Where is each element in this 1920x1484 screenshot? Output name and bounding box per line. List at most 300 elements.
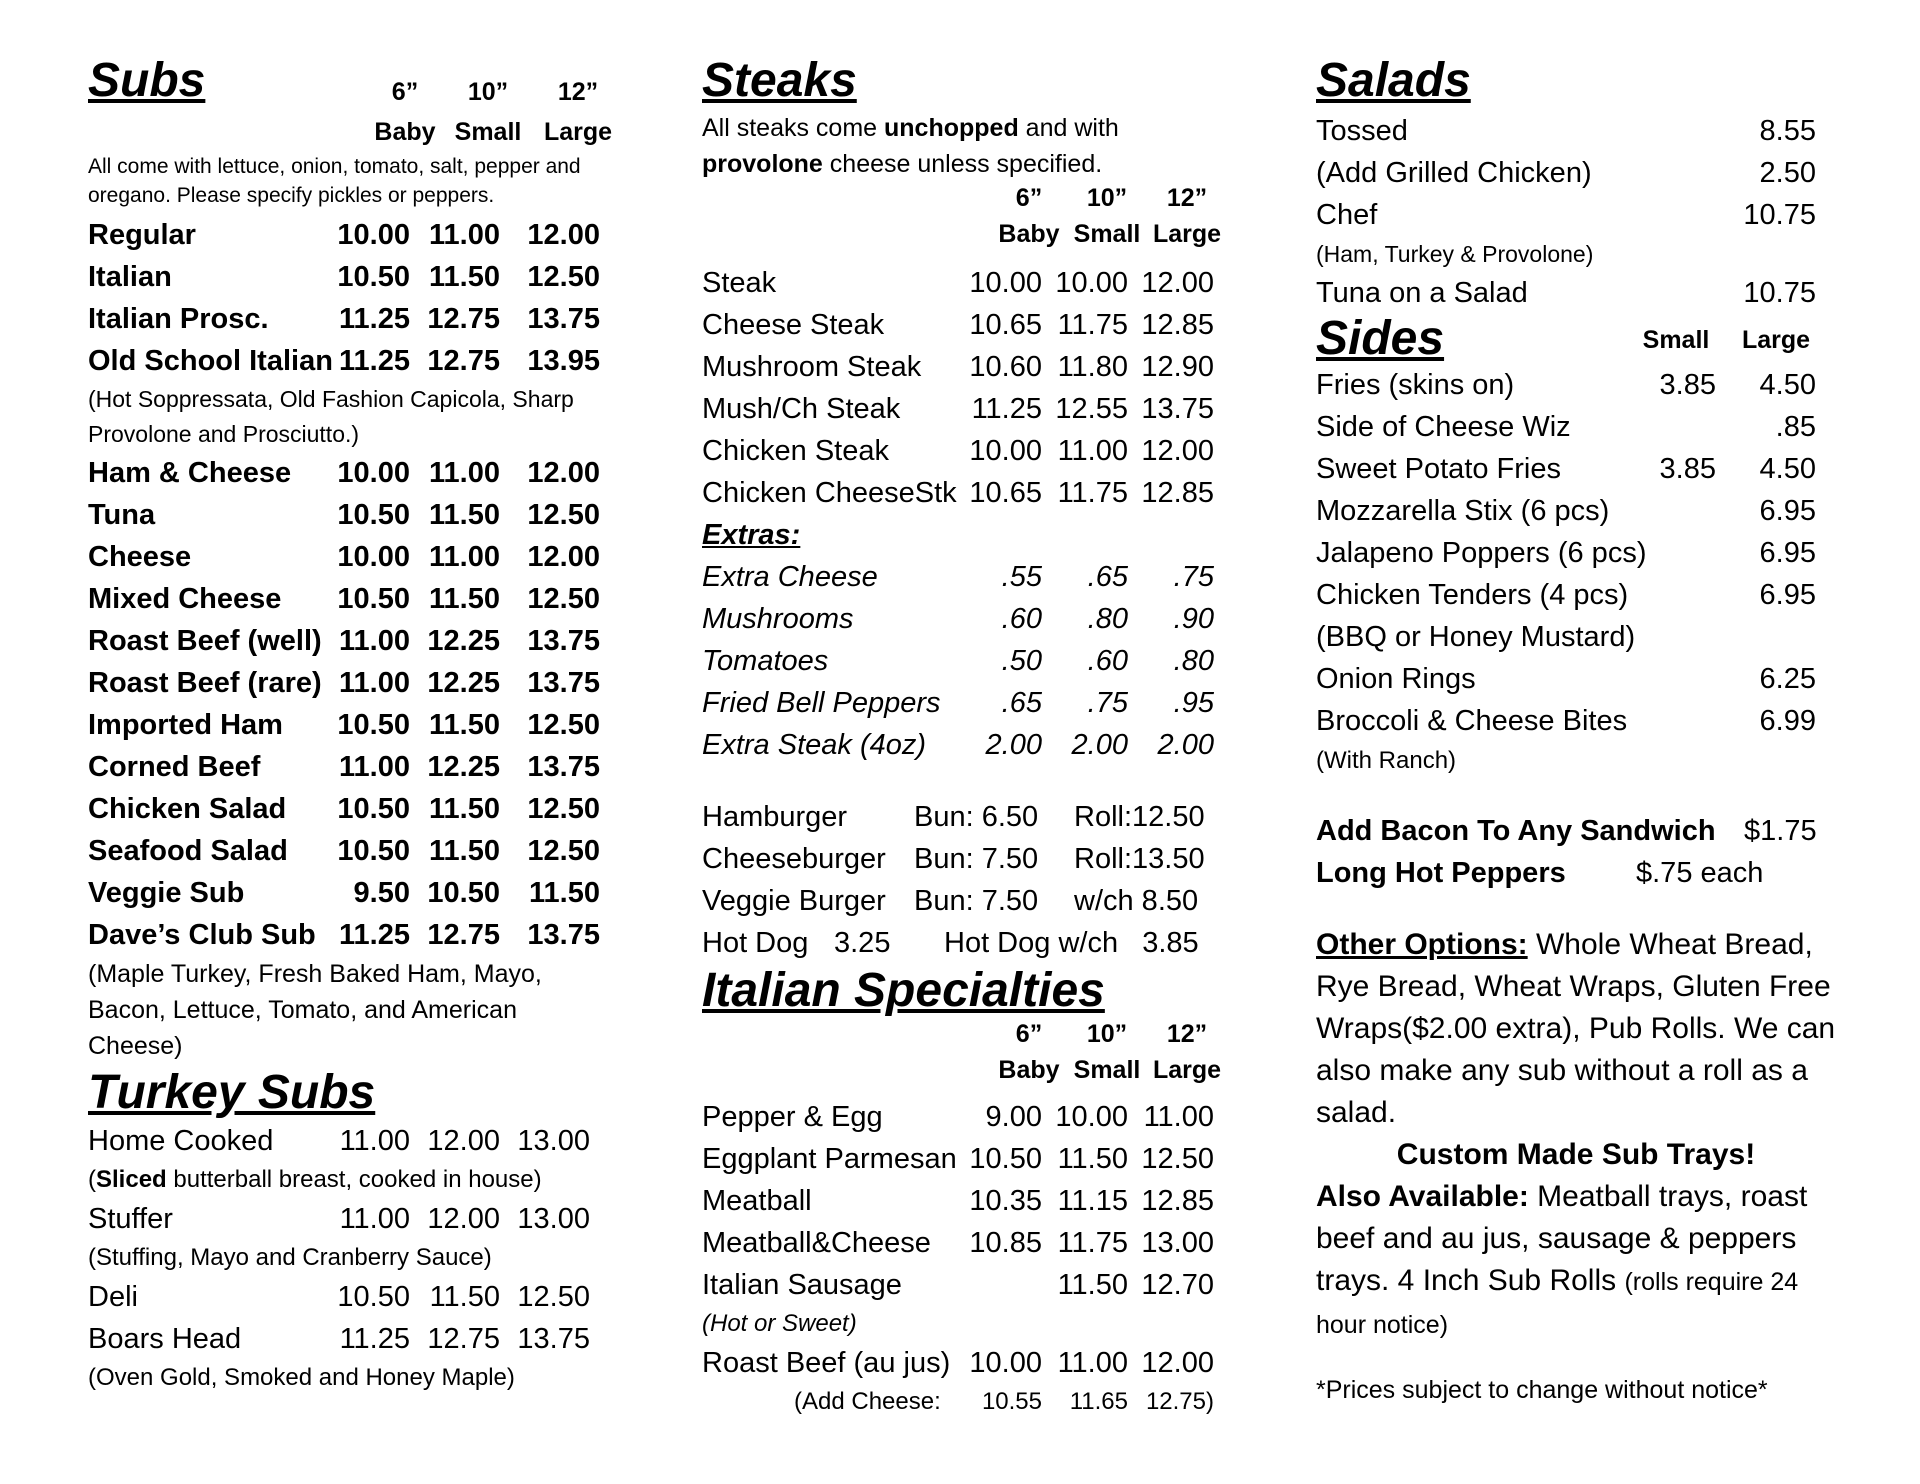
item-price: 11.50: [429, 1281, 500, 1314]
item-price: 11.00: [1057, 435, 1128, 467]
item-name: Chef: [1316, 199, 1378, 231]
subs-size-small: Small: [454, 118, 522, 146]
subs-note: All come with lettuce, onion, tomato, salt, pepper and oregano. Please specify pickles or peppers.: [88, 155, 581, 207]
item-price: 10.00: [1055, 1101, 1128, 1134]
item-price: 10.50: [337, 793, 410, 825]
item-name: Home Cooked: [88, 1125, 274, 1158]
burgers-list: [702, 796, 1262, 964]
item-price: 12.00: [1141, 267, 1214, 299]
item-price: 10.50: [337, 261, 410, 293]
sub-item-row: [88, 452, 648, 494]
steaks-note: [702, 110, 1262, 182]
item-name: Corned Beef: [88, 751, 261, 783]
item-price-bun: Bun: 7.50: [914, 885, 1039, 917]
turkey-item-row: [88, 1120, 648, 1162]
item-name: Tuna: [88, 499, 156, 531]
italian-size-small: Small: [1073, 1056, 1141, 1085]
item-name: (BBQ or Honey Mustard): [1316, 621, 1636, 653]
item-name: Cheeseburger: [702, 843, 886, 875]
item-name: Pepper & Egg: [702, 1101, 883, 1134]
italian-sausage-note: (Hot or Sweet): [702, 1310, 857, 1338]
item-price: 10.50: [337, 1281, 410, 1314]
italian-list: [702, 1096, 1262, 1420]
item-name: Hamburger: [702, 801, 848, 833]
sub-item-row: [88, 830, 648, 872]
add-cheese-price: 10.55: [981, 1388, 1042, 1416]
item-price: 12.00: [527, 457, 600, 489]
steak-item-row: [702, 388, 1262, 430]
item-price: 12.75: [427, 919, 500, 951]
sub-item-row: [88, 536, 648, 578]
item-price: 11.50: [429, 261, 500, 293]
item-price: 11.00: [1143, 1101, 1214, 1134]
item-price: 11.00: [339, 667, 410, 699]
item-price: 12.75: [427, 303, 500, 335]
also-available-small: (rolls require 24 hour notice): [1316, 1268, 1799, 1339]
item-price: 10.50: [337, 583, 410, 615]
item-price: 12.85: [1141, 477, 1214, 509]
side-item-row: [1316, 616, 1836, 658]
italian-title: Italian Specialties: [702, 964, 1105, 1017]
item-name: Fries (skins on): [1316, 369, 1515, 401]
broccoli-note: (With Ranch): [1316, 747, 1457, 774]
item-price: 2.50: [1759, 157, 1816, 189]
item-name: Meatball&Cheese: [702, 1227, 931, 1260]
item-price: .90: [1173, 603, 1214, 635]
item-price-bun: 3.25: [834, 927, 891, 959]
item-price: 12.00: [1141, 435, 1214, 467]
item-price: 10.50: [969, 1143, 1042, 1176]
column-steaks: [702, 56, 1262, 1420]
item-price: 2.00: [1157, 729, 1214, 761]
sub-item-row: [88, 340, 648, 382]
item-price: 6.95: [1759, 495, 1816, 527]
side-item-row: [1316, 700, 1836, 742]
item-name: Boars Head: [88, 1323, 242, 1356]
item-price: 12.50: [527, 499, 600, 531]
item-price: 10.65: [969, 309, 1042, 341]
item-price: 10.00: [337, 457, 410, 489]
item-name: Ham & Cheese: [88, 457, 292, 489]
item-price: 13.75: [527, 919, 600, 951]
steaks-note-b: unchopped: [884, 114, 1019, 142]
item-price: .60: [1087, 645, 1128, 677]
column-salads-sides: [1316, 56, 1836, 1405]
addon-row: [1316, 852, 1836, 894]
item-name: Roast Beef (well): [88, 625, 322, 657]
item-price: 11.75: [1057, 477, 1128, 509]
item-price: 11.00: [429, 457, 500, 489]
item-name: Tuna on a Salad: [1316, 277, 1528, 309]
item-price: 11.50: [429, 793, 500, 825]
item-price: 11.50: [1057, 1143, 1128, 1176]
item-price: 11.00: [339, 751, 410, 783]
add-cheese-row: [702, 1384, 1262, 1420]
home-note-open: (: [88, 1166, 96, 1194]
item-price: 12.00: [527, 219, 600, 251]
sub-item-row: [88, 662, 648, 704]
item-name: Chicken CheeseStk: [702, 477, 957, 509]
sub-item-row: [88, 746, 648, 788]
italian-item-row: [702, 1180, 1262, 1222]
item-price: 13.75: [527, 625, 600, 657]
turkey-item-row: [88, 1318, 648, 1360]
item-name: Italian Sausage: [702, 1269, 902, 1302]
item-name: Hot Dog: [702, 927, 809, 959]
item-price: 12.50: [527, 793, 600, 825]
item-price: 11.25: [971, 393, 1042, 425]
italian-size-10: 10”: [1086, 1020, 1128, 1049]
turkey-list: [88, 1120, 648, 1396]
steaks-size-12: 12”: [1166, 184, 1208, 212]
sides-title: Sides: [1316, 312, 1445, 365]
item-price: 11.00: [339, 1125, 410, 1158]
addon-price: $1.75: [1744, 815, 1817, 847]
steaks-note-c: and with: [1018, 114, 1119, 142]
item-price: .75: [1173, 561, 1214, 593]
item-price: .80: [1173, 645, 1214, 677]
salads-list: [1316, 110, 1836, 314]
item-price: 3.85: [1659, 369, 1716, 401]
item-price: 11.00: [339, 1203, 410, 1236]
item-price: 10.00: [969, 267, 1042, 299]
steaks-size-10: 10”: [1086, 184, 1128, 212]
item-price: 11.50: [1057, 1269, 1128, 1302]
subs-title: Subs: [88, 54, 206, 107]
sides-size-small: Small: [1642, 326, 1710, 354]
other-options-label: Other Options:: [1316, 928, 1528, 961]
item-name: Side of Cheese Wiz: [1316, 411, 1571, 443]
italian-item-row: [702, 1264, 1262, 1306]
item-price: 10.60: [969, 351, 1042, 383]
italian-item-row: [702, 1138, 1262, 1180]
item-price: 12.50: [527, 709, 600, 741]
salad-item-row: [1316, 152, 1836, 194]
item-name: Sweet Potato Fries: [1316, 453, 1561, 485]
item-name: Mozzarella Stix (6 pcs): [1316, 495, 1610, 527]
item-price: 13.75: [517, 1323, 590, 1356]
extras-title: Extras:: [702, 519, 801, 551]
extra-item-row: [702, 682, 1262, 724]
item-price: 12.75: [427, 1323, 500, 1356]
item-name: Roast Beef (rare): [88, 667, 322, 699]
item-name: Dave’s Club Sub: [88, 919, 316, 951]
steaks-note-e: cheese unless specified.: [822, 150, 1103, 178]
item-name: Extra Cheese: [702, 561, 878, 593]
item-price: 13.75: [1141, 393, 1214, 425]
burger-item-row: [702, 796, 1262, 838]
item-price: .80: [1087, 603, 1128, 635]
sides-size-large: Large: [1741, 326, 1811, 354]
salad-item-row: [1316, 110, 1836, 152]
item-name: Tossed: [1316, 115, 1408, 147]
item-price: .65: [1087, 561, 1128, 593]
item-price-bun: Bun: 7.50: [914, 843, 1039, 875]
item-price: 12.25: [427, 625, 500, 657]
daves-club-note: (Maple Turkey, Fresh Baked Ham, Mayo, Bacon, Lettuce, Tomato, and American Cheese): [88, 960, 542, 1060]
steaks-list: [702, 262, 1262, 514]
item-price: 4.50: [1759, 369, 1816, 401]
also-available-text: Meatball trays, roast beef and au jus, sausage & peppers trays. 4 Inch Sub Rolls: [1316, 1180, 1808, 1297]
item-name: Fried Bell Peppers: [702, 687, 941, 719]
old-school-note: (Hot Soppressata, Old Fashion Capicola, Sharp Provolone and Prosciutto.): [88, 386, 574, 447]
italian-size-large: Large: [1152, 1056, 1222, 1085]
sub-item-row: [88, 494, 648, 536]
steaks-note-d: provolone: [702, 150, 823, 178]
salad-item-row: [1316, 272, 1836, 314]
item-price: 10.35: [969, 1185, 1042, 1218]
item-price: 11.50: [529, 877, 600, 909]
item-price-roll: Roll:12.50: [1074, 801, 1205, 833]
item-name: Broccoli & Cheese Bites: [1316, 705, 1628, 737]
item-price: 11.25: [339, 919, 410, 951]
addon-name: Add Bacon To Any Sandwich: [1316, 815, 1716, 847]
item-name: (Add Grilled Chicken): [1316, 157, 1592, 189]
item-price: 6.95: [1759, 537, 1816, 569]
turkey-item-row: [88, 1276, 648, 1318]
item-name: Deli: [88, 1281, 138, 1314]
add-cheese-label: (Add Cheese:: [794, 1388, 941, 1416]
side-item-row: [1316, 532, 1836, 574]
item-price: 12.55: [1055, 393, 1128, 425]
burger-item-row: [702, 880, 1262, 922]
item-name: Seafood Salad: [88, 835, 288, 867]
subs-size-6: 6”: [391, 78, 419, 106]
item-price: 10.75: [1743, 199, 1816, 231]
burger-item-row: [702, 922, 1262, 964]
addons-list: [1316, 810, 1836, 894]
item-price: 12.50: [1141, 1143, 1214, 1176]
item-price: 11.80: [1057, 351, 1128, 383]
item-price: 10.50: [337, 835, 410, 867]
italian-item-row: [702, 1096, 1262, 1138]
stuffer-note: (Stuffing, Mayo and Cranberry Sauce): [88, 1244, 492, 1272]
item-name: Chicken Salad: [88, 793, 287, 825]
chef-salad-note: (Ham, Turkey & Provolone): [1316, 241, 1594, 267]
item-name: Mixed Cheese: [88, 583, 282, 615]
turkey-title: Turkey Subs: [88, 1066, 376, 1119]
boars-head-note: (Oven Gold, Smoked and Honey Maple): [88, 1364, 515, 1392]
side-item-row: [1316, 406, 1836, 448]
item-price: 12.70: [1141, 1269, 1214, 1302]
steak-item-row: [702, 304, 1262, 346]
item-price: .95: [1173, 687, 1214, 719]
item-price: 4.50: [1759, 453, 1816, 485]
steaks-note-a: All steaks come: [702, 114, 885, 142]
item-price: 3.85: [1659, 453, 1716, 485]
addon-name: Long Hot Peppers: [1316, 857, 1566, 889]
extra-item-row: [702, 724, 1262, 766]
item-price: 10.00: [337, 219, 410, 251]
addon-price: $.75 each: [1636, 857, 1764, 889]
extra-item-row: [702, 640, 1262, 682]
item-name: Extra Steak (4oz): [702, 729, 927, 761]
item-name: Chicken Tenders (4 pcs): [1316, 579, 1629, 611]
item-name: Cheese: [88, 541, 192, 573]
item-price: 11.75: [1057, 1227, 1128, 1260]
steaks-size-baby: Baby: [998, 220, 1060, 248]
item-price: 11.75: [1057, 309, 1128, 341]
subs-size-10: 10”: [467, 78, 509, 106]
add-cheese-price: 11.65: [1069, 1388, 1128, 1416]
side-item-row: [1316, 658, 1836, 700]
item-price: .60: [1001, 603, 1042, 635]
salad-item-row: [1316, 194, 1836, 236]
item-price: 12.25: [427, 667, 500, 699]
item-price: 11.25: [339, 345, 410, 377]
item-price: 13.00: [517, 1203, 590, 1236]
disclaimer: *Prices subject to change without notice*: [1316, 1376, 1768, 1404]
also-available: [1316, 1176, 1836, 1346]
item-price: 10.50: [337, 499, 410, 531]
extras-title-row: [702, 514, 1262, 556]
item-price: .85: [1775, 411, 1816, 443]
item-price: 12.50: [527, 835, 600, 867]
other-options-text: Whole Wheat Bread, Rye Bread, Wheat Wraps, Gluten Free Wraps($2.00 extra), Pub Rolls. We can also make any sub without a roll as a salad.: [1316, 928, 1836, 1129]
sub-item-row: [88, 914, 648, 956]
sub-item-row: [88, 704, 648, 746]
item-name: Imported Ham: [88, 709, 283, 741]
item-price: 12.00: [1141, 1347, 1214, 1380]
item-price: 11.50: [429, 835, 500, 867]
steak-item-row: [702, 262, 1262, 304]
item-price: 13.95: [527, 345, 600, 377]
item-price: 2.00: [985, 729, 1042, 761]
item-price: 12.85: [1141, 1185, 1214, 1218]
italian-size-12: 12”: [1166, 1020, 1208, 1049]
item-name: Stuffer: [88, 1203, 173, 1236]
item-price: 13.00: [1141, 1227, 1214, 1260]
item-price-roll: Roll:13.50: [1074, 843, 1205, 875]
item-price: 11.00: [429, 541, 500, 573]
steaks-title: Steaks: [702, 54, 857, 107]
italian-item-row: [702, 1342, 1262, 1384]
item-price: 10.85: [969, 1227, 1042, 1260]
side-item-row: [1316, 490, 1836, 532]
item-price: 13.75: [527, 303, 600, 335]
item-price: .55: [1001, 561, 1042, 593]
item-name: Roast Beef (au jus): [702, 1347, 951, 1380]
item-price: 11.00: [1057, 1347, 1128, 1380]
steaks-size-large: Large: [1152, 220, 1222, 248]
item-price: 12.00: [427, 1125, 500, 1158]
subs-size-large: Large: [543, 118, 613, 146]
subs-list: [88, 214, 648, 1064]
item-price: 9.00: [985, 1101, 1042, 1134]
item-price-bun: Bun: 6.50: [914, 801, 1039, 833]
side-item-row: [1316, 364, 1836, 406]
italian-size-header: [702, 1016, 1262, 1096]
salads-title: Salads: [1316, 54, 1471, 107]
item-name: Mush/Ch Steak: [702, 393, 901, 425]
extra-item-row: [702, 598, 1262, 640]
extras-list: [702, 556, 1262, 766]
subs-size-12: 12”: [557, 78, 599, 106]
steaks-size-header: [702, 182, 1262, 262]
italian-size-6: 6”: [1015, 1020, 1043, 1049]
item-price: 12.25: [427, 751, 500, 783]
subs-size-names: [88, 112, 648, 152]
item-price: 11.25: [339, 1323, 410, 1356]
addon-row: [1316, 810, 1836, 852]
sub-item-row: [88, 256, 648, 298]
item-price: 13.75: [527, 751, 600, 783]
item-name: Meatball: [702, 1185, 812, 1218]
sub-item-row: [88, 578, 648, 620]
steaks-size-6: 6”: [1015, 184, 1043, 212]
item-price: 9.50: [353, 877, 410, 909]
item-name: Mushroom Steak: [702, 351, 922, 383]
sub-item-row: [88, 620, 648, 662]
item-price: 10.00: [969, 1347, 1042, 1380]
sub-item-row: [88, 788, 648, 830]
item-price: 11.00: [339, 625, 410, 657]
item-name: Regular: [88, 219, 196, 251]
column-subs: [88, 56, 648, 1396]
steaks-size-small: Small: [1073, 220, 1141, 248]
item-name: Tomatoes: [702, 645, 829, 677]
item-name: Chicken Steak: [702, 435, 889, 467]
item-price-roll: w/ch 8.50: [1074, 885, 1199, 917]
item-price: .50: [1001, 645, 1042, 677]
subs-size-baby: Baby: [374, 118, 436, 146]
item-price: 12.85: [1141, 309, 1214, 341]
italian-size-baby: Baby: [998, 1056, 1060, 1085]
item-price: 12.50: [517, 1281, 590, 1314]
trays-title: Custom Made Sub Trays!: [1396, 1138, 1756, 1171]
item-name: Veggie Sub: [88, 877, 245, 909]
steak-item-row: [702, 430, 1262, 472]
item-price: 10.00: [1055, 267, 1128, 299]
side-item-row: [1316, 574, 1836, 616]
item-price-roll: Hot Dog w/ch 3.85: [944, 927, 1199, 959]
item-name: Jalapeno Poppers (6 pcs): [1316, 537, 1647, 569]
add-cheese-price: 12.75): [1145, 1388, 1214, 1416]
item-price: 11.50: [429, 583, 500, 615]
item-price: 8.55: [1759, 115, 1816, 147]
item-price: 10.65: [969, 477, 1042, 509]
sub-item-row: [88, 214, 648, 256]
item-price: 11.25: [339, 303, 410, 335]
item-price: 12.00: [427, 1203, 500, 1236]
sides-header: [1316, 314, 1836, 364]
item-price: 12.00: [527, 541, 600, 573]
item-price: 11.50: [429, 709, 500, 741]
other-options: [1316, 924, 1836, 1134]
item-name: Veggie Burger: [702, 885, 886, 917]
item-price: 10.50: [427, 877, 500, 909]
sub-item-row: [88, 298, 648, 340]
item-price: 13.00: [517, 1125, 590, 1158]
item-name: Steak: [702, 267, 777, 299]
item-price: 11.15: [1057, 1185, 1128, 1218]
item-name: Italian: [88, 261, 172, 293]
item-price: 12.75: [427, 345, 500, 377]
sub-item-row: [88, 872, 648, 914]
item-price: 6.95: [1759, 579, 1816, 611]
item-price: 10.00: [969, 435, 1042, 467]
burger-item-row: [702, 838, 1262, 880]
item-price: 11.50: [429, 499, 500, 531]
item-name: Eggplant Parmesan: [702, 1143, 957, 1176]
item-price: 6.25: [1759, 663, 1816, 695]
subs-header: [88, 56, 648, 112]
steak-item-row: [702, 472, 1262, 514]
item-name: Onion Rings: [1316, 663, 1476, 695]
item-price: .75: [1087, 687, 1128, 719]
item-price: 12.50: [527, 261, 600, 293]
item-price: 13.75: [527, 667, 600, 699]
